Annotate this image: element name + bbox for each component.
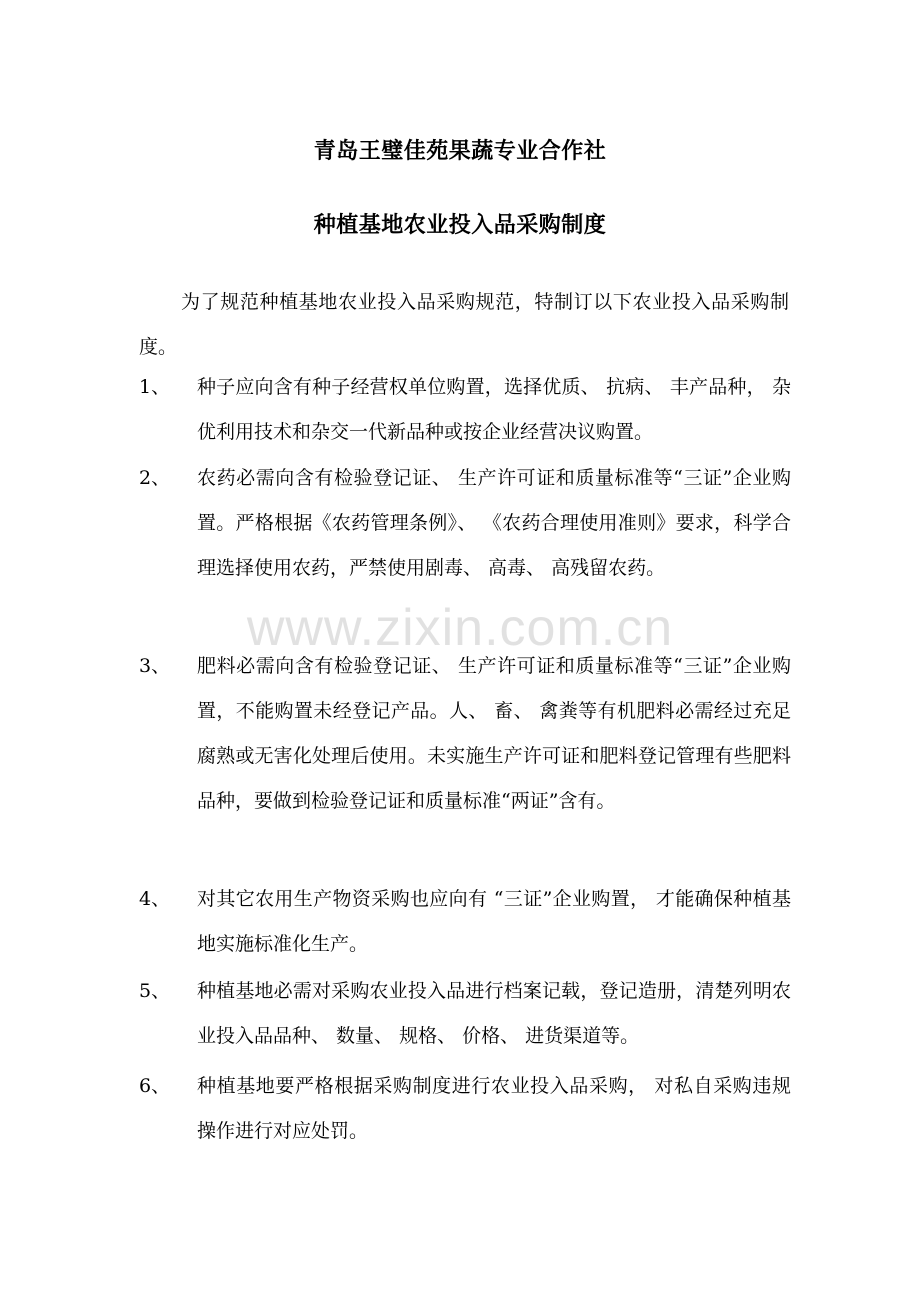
- list-item: [139, 877, 791, 967]
- list-item-number: 6、: [139, 1075, 171, 1097]
- list-item: [139, 969, 791, 1059]
- list-item-text: 种植基地必需对采购农业投入品进行档案记载，登记造册，清楚列明农业投入品品种、 数量、 规格、 价格、 进货渠道等。: [197, 980, 791, 1047]
- list-item-number: 3、: [139, 655, 171, 677]
- document-title-organization: 青岛王璧佳苑果蔬专业合作社: [313, 139, 607, 164]
- list-item: [139, 1064, 791, 1154]
- list-item: [139, 365, 791, 455]
- list-item-number: 5、: [139, 980, 171, 1002]
- list-item-number: 4、: [139, 888, 171, 910]
- list-item-text: 农药必需向含有检验登记证、 生产许可证和质量标准等“三证”企业购置。严格根据《农药管理条例》、 《农药合理使用准则》要求，科学合理选择使用农药，严禁使用剧毒、 高毒、 高残留农药。: [197, 467, 791, 579]
- list-item-number: 2、: [139, 467, 171, 489]
- list-item-text: 对其它农用生产物资采购也应向有 “三证”企业购置， 才能确保种植基地实施标准化生产。: [197, 888, 791, 955]
- list-item: [139, 456, 791, 591]
- document-title-policy: 种植基地农业投入品采购制度: [313, 213, 607, 238]
- list-item: [139, 644, 791, 824]
- list-item-text: 种植基地要严格根据采购制度进行农业投入品采购， 对私自采购违规操作进行对应处罚。: [197, 1075, 791, 1142]
- list-item-number: 1、: [139, 376, 171, 398]
- intro-paragraph: 为了规范种植基地农业投入品采购规范，特制订以下农业投入品采购制度。: [139, 291, 789, 358]
- list-item-text: 种子应向含有种子经营权单位购置，选择优质、 抗病、 丰产品种， 杂优利用技术和杂交一代新品种或按企业经营决议购置。: [197, 376, 791, 443]
- list-item-text: 肥料必需向含有检验登记证、 生产许可证和质量标准等“三证”企业购置，不能购置未经登记产品。人、 畜、 禽粪等有机肥料必需经过充足腐熟或无害化处理后使用。未实施生产许可证和肥料登记管理有些肥料品种，要做到检验登记证和质量标准“两证”含有。: [197, 655, 791, 812]
- watermark: www.zixin.com.cn: [246, 599, 674, 657]
